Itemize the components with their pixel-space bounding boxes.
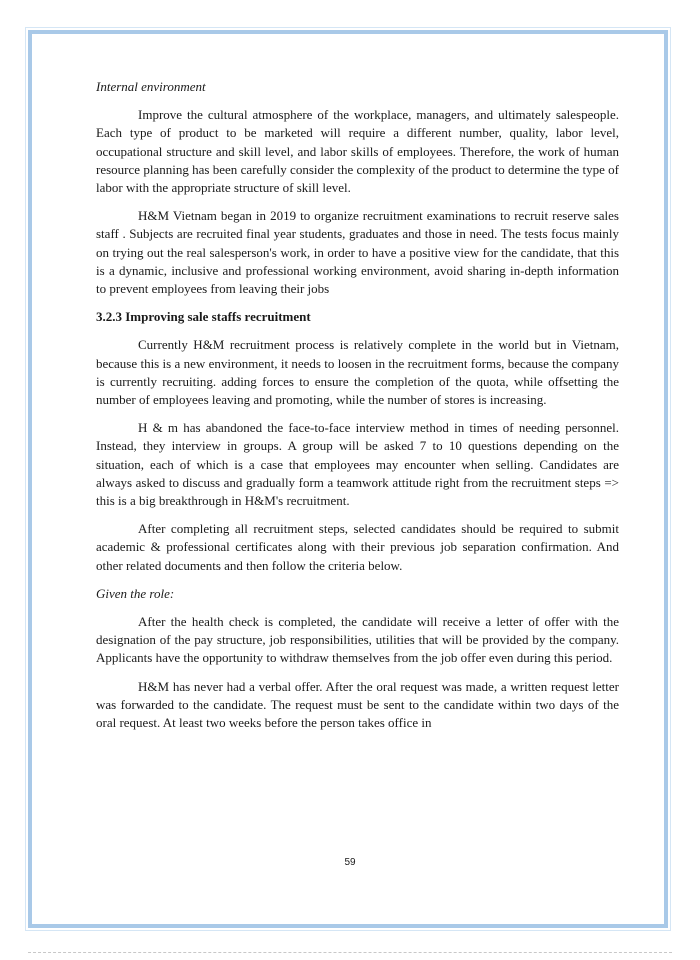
paragraph-workplace-culture: Improve the cultural atmosphere of the workplace, managers, and ultimately salespeople. Each type of product to be marketed will require a different number, quality, labor level, occupational structure and skill level, and labor skills of employees. Therefore, the work of human resource planning has been carefully consider the complexity of the product to determine the type of labor with the appropriate structure of skill level.	[96, 107, 619, 196]
page-separator	[28, 952, 672, 953]
subheading-given-the-role: Given the role:	[96, 585, 175, 601]
paragraph-recruitment-exams: H&M Vietnam began in 2019 to organize recruitment examinations to recruit reserve sales staff . Subjects are recruited final year students, graduates and those in need. The tests focus mainly on trying out the real salesperson's work, in order to have a positive view for the candidate, that this is a dynamic, inclusive and professional working environment, avoid sharing in-depth information to prevent employees from leaving their jobs	[96, 208, 619, 297]
page-number: 59	[344, 857, 356, 868]
paragraph-offer-letter: After the health check is completed, the candidate will receive a letter of offer with the designation of the pay structure, job responsibilities, utilities that will be provided by the company. Applicants have the opportunity to withdraw themselves from the job offer even during this period.	[96, 614, 619, 666]
document-body	[96, 78, 619, 742]
paragraph-certificates: After completing all recruitment steps, selected candidates should be required to submit academic & professional certificates along with their previous job separation confirmation. And other related documents and then follow the criteria below.	[96, 521, 619, 573]
paragraph-recruitment-process: Currently H&M recruitment process is relatively complete in the world but in Vietnam, because this is a new environment, it needs to loosen in the recruitment forms, because the company is currently recruiting. adding forces to ensure the completion of the quota, while offsetting the number of employees leaving and promoting, while the number of stores is increasing.	[96, 337, 619, 408]
subheading-internal-environment: Internal environment	[96, 79, 206, 94]
section-heading-improving-recruitment: 3.2.3 Improving sale staffs recruitment	[96, 309, 311, 325]
paragraph-verbal-offer: H&M has never had a verbal offer. After the oral request was made, a written request letter was forwarded to the candidate. The request must be sent to the candidate within two days of the oral request. At least two weeks before the person takes office in	[96, 678, 619, 731]
paragraph-group-interviews: H & m has abandoned the face-to-face interview method in times of needing personnel. Instead, they interview in groups. A group will be asked 7 to 10 questions depending on the situation, each of which is a case that employees may encounter when selling. Candidates are always asked to discuss and gradually form a teamwork attitude right from the recruitment steps => this is a big breakthrough in H&M's recruitment.	[96, 420, 619, 509]
